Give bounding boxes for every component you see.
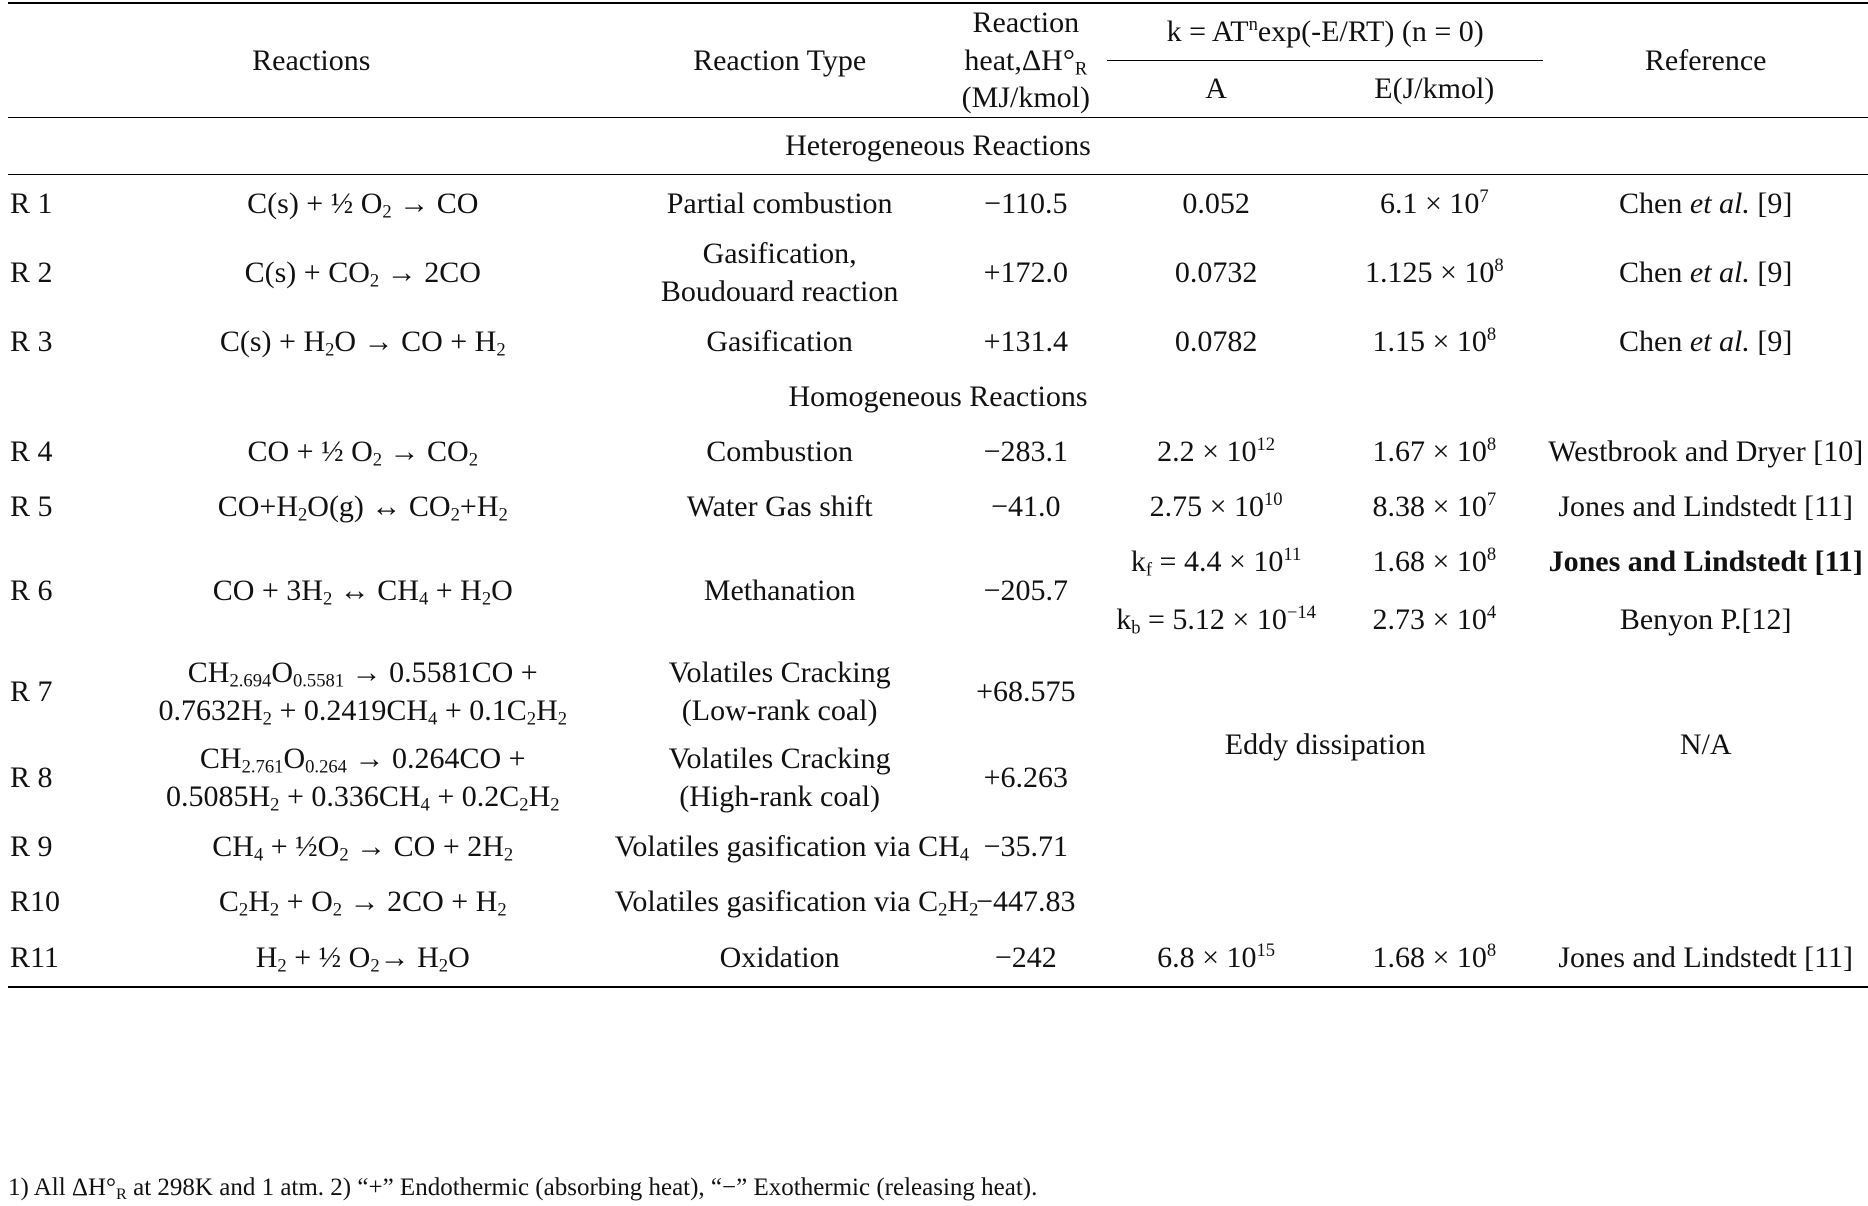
header-heat-line1: Reaction	[972, 6, 1080, 40]
header-heat-line2: $heat,\Delta H^\circ_R$	[964, 43, 1088, 80]
rate-A: $2.75 \times 10^{10}$	[1149, 488, 1283, 523]
rate-A-backward: $k_b = 5.12 \times 10^{-14}$	[1116, 601, 1316, 639]
rate-A: 0.0782	[1174, 324, 1258, 358]
rate-E-forward: $1.68 \times 10^8$	[1372, 543, 1497, 578]
reaction-heat: −447.83	[976, 884, 1076, 918]
section-heterogeneous-label: Heterogeneous Reactions	[8, 118, 1868, 175]
row-id: R 3	[10, 324, 53, 358]
table-row	[8, 649, 1868, 735]
header-reaction-type: Reaction Type	[615, 3, 945, 118]
reaction-equation: $C_2H_2 + O_2 \to 2CO + H_2$	[218, 884, 507, 921]
rate-E: $1.67 \times 10^8$	[1372, 433, 1497, 468]
reaction-equation: C(s) + ½ $O_2$ → CO	[247, 186, 479, 223]
table-footnote: 1) All $\Delta H^\circ_R$ at 298K and 1 atm. 2) “+” Endothermic (absorbing heat), “−” Exothermic (releasing heat).	[8, 1174, 1038, 1204]
reaction-heat: −41.0	[991, 489, 1061, 523]
rate-E: $1.15 \times 10^8$	[1372, 323, 1497, 358]
reference: Chen et al. [9]	[1619, 255, 1793, 289]
row-id: R 1	[10, 186, 53, 220]
reaction-equation: CO + ½ $O_2 \to CO_2$	[247, 434, 479, 471]
header-reference: Reference	[1543, 3, 1868, 118]
header-reaction-heat	[945, 3, 1107, 118]
section-homogeneous	[8, 371, 1868, 423]
reference: Westbrook and Dryer [10]	[1548, 434, 1864, 468]
reaction-type: Methanation	[703, 573, 856, 607]
reaction-equation: $CO+H_2O(g)$ ↔ $CO_2+H_2$	[217, 489, 508, 526]
table-row	[8, 931, 1868, 987]
header-E: E(J/kmol)	[1325, 61, 1543, 118]
reaction-type: Water Gas shift	[686, 489, 873, 523]
rate-A: $2.2 \times 10^{12}$	[1157, 433, 1276, 468]
reaction-heat: −35.71	[983, 829, 1069, 863]
reaction-equation: $H_2$ + ½ $O_2\to H_2O$	[255, 941, 470, 977]
reference-forward: Jones and Lindstedt [11]	[1548, 544, 1863, 578]
reaction-type: Combustion	[706, 434, 853, 468]
header-rate-equation: $k = AT^n\exp(-E/RT) (n = 0)$	[1107, 3, 1543, 61]
reaction-heat: +68.575	[976, 674, 1076, 708]
rate-E: $8.38 \times 10^7$	[1372, 488, 1497, 523]
reaction-equation: $CH_{2.761}O_{0.264} \to 0.264CO$ + $0.5085H_2 + 0.336CH_4 + 0.2C_2H_2$	[165, 742, 560, 816]
table-row	[8, 481, 1868, 533]
table-row	[8, 233, 1868, 313]
reference: Chen et al. [9]	[1619, 324, 1793, 358]
reaction-type: Volatiles gasification via $C_2H_2$	[614, 884, 979, 921]
header-reactions: Reactions	[8, 3, 615, 118]
rate-E: $6.1 \times 10^7$	[1379, 185, 1489, 220]
reaction-heat: −205.7	[983, 573, 1069, 607]
rate-E: $1.68 \times 10^8$	[1372, 939, 1497, 974]
rate-E: $1.125 \times 10^8$	[1364, 254, 1504, 289]
table-row	[8, 175, 1868, 233]
reference: Chen et al. [9]	[1619, 186, 1793, 220]
reaction-heat: +6.263	[983, 760, 1069, 794]
reaction-equation: $C(s) + H_2O$ → CO + $H_2$	[219, 324, 506, 361]
row-id: R 7	[10, 674, 53, 708]
reference-backward: Benyon P.[12]	[1619, 602, 1792, 636]
reaction-type: Volatiles Cracking (Low-rank coal)	[668, 656, 891, 727]
reaction-type: Volatiles Cracking (High-rank coal)	[668, 742, 891, 813]
row-id: R 5	[10, 489, 53, 523]
section-homogeneous-label: Homogeneous Reactions	[788, 379, 1088, 413]
row-id: R10	[10, 884, 61, 918]
reaction-equation: CO + $3H_2$ ↔ $CH_4 + H_2O$	[212, 573, 513, 610]
table-row	[8, 313, 1868, 371]
reaction-equation: $CH_{2.694}O_{0.5581} \to 0.5581CO$ + $0.7632H_2 + 0.2419CH_4 + 0.1C_2H_2$	[158, 656, 568, 730]
reference: Jones and Lindstedt [11]	[1558, 489, 1854, 523]
reaction-type: Volatiles gasification via $CH_4$	[614, 829, 970, 866]
row-id: R 8	[10, 760, 53, 794]
reference: Jones and Lindstedt [11]	[1558, 941, 1854, 974]
row-id: R 6	[10, 573, 53, 607]
reaction-heat: −110.5	[984, 186, 1068, 220]
header-A: A	[1107, 61, 1325, 118]
header-heat-line3: (MJ/kmol)	[961, 81, 1090, 115]
row-id: R 9	[10, 829, 53, 863]
table-row	[8, 533, 1868, 591]
header-row-1	[8, 3, 1868, 61]
reaction-heat: −242	[994, 941, 1057, 974]
reaction-type: Oxidation	[719, 941, 840, 974]
reaction-type: Gasification	[706, 324, 853, 358]
reference-na: N/A	[1679, 727, 1732, 761]
rate-A: $6.8 \times 10^{15}$	[1157, 939, 1276, 974]
reaction-type: Partial combustion	[666, 186, 893, 220]
rate-A: 0.052	[1182, 186, 1250, 220]
table-row	[8, 423, 1868, 481]
reactions-table	[8, 2, 1868, 988]
row-id: R 2	[10, 255, 53, 289]
reaction-heat: −283.1	[983, 434, 1069, 468]
rate-A: 0.0732	[1174, 255, 1258, 289]
reaction-equation: $CH_4$ + $\frac{1}{2}O_2$ → CO + $2H_2$	[212, 829, 514, 866]
eddy-dissipation: Eddy dissipation	[1224, 727, 1426, 761]
reaction-heat: +131.4	[983, 324, 1069, 358]
row-id: R 4	[10, 434, 53, 468]
row-id: R11	[10, 941, 59, 974]
rate-E-backward: $2.73 \times 10^4$	[1372, 601, 1497, 636]
rate-A-forward: $k_f = 4.4 \times 10^{11}$	[1130, 543, 1302, 581]
reaction-heat: +172.0	[983, 255, 1069, 289]
reaction-equation: $C(s) + CO_2 \to 2CO$	[244, 255, 481, 292]
section-heterogeneous	[8, 118, 1868, 175]
reaction-type: Gasification, Boudouard reaction	[660, 237, 899, 308]
